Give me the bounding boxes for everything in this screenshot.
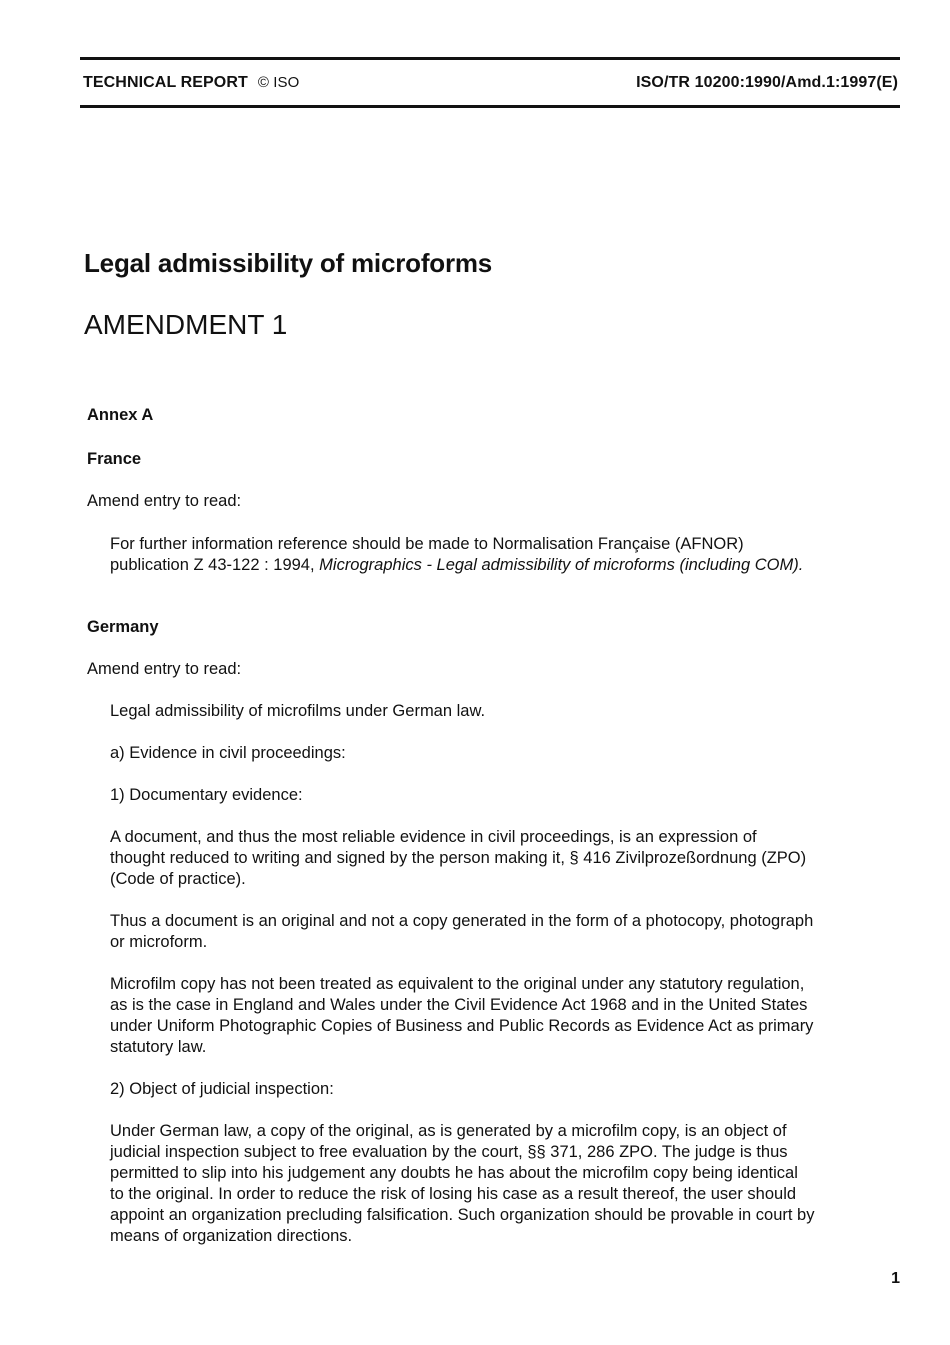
- france-instruction: Amend entry to read:: [87, 492, 242, 510]
- france-entry: [110, 534, 815, 576]
- germany-heading: Germany: [87, 618, 159, 636]
- amendment-heading: AMENDMENT 1: [84, 309, 288, 340]
- germany-paragraph-3: Microfilm copy has not been treated as equivalent to the original under any statutory regulation, as is the case in England and Wales under the Civil Evidence Act 1968 and in the United States under Uniform Photographic Copies of Business and Public Records as Evidence Act as primary statutory law.: [110, 975, 814, 1056]
- copyright-notice: © ISO: [257, 74, 300, 91]
- annex-heading: Annex A: [87, 406, 154, 424]
- document-reference: ISO/TR 10200:1990/Amd.1:1997(E): [636, 74, 898, 91]
- germany-paragraph-1: A document, and thus the most reliable evidence in civil proceedings, is an expression of thought reduced to writing and signed by the person making it, § 416 Zivilprozeßordnung (ZPO)(Code of practice).: [110, 828, 807, 888]
- germany-paragraph-2: Thus a document is an original and not a copy generated in the form of a photocopy, photograph or microform.: [110, 912, 814, 951]
- header-top-rule: [80, 57, 900, 60]
- france-entry-text: For further information reference should be made to Normalisation Française (AFNOR) publication Z 43-122 : 1994,: [110, 535, 744, 574]
- germany-intro: Legal admissibility of microfilms under German law.: [110, 702, 486, 720]
- header-bottom-rule: [80, 105, 900, 108]
- germany-subsection-2: 2) Object of judicial inspection:: [110, 1080, 334, 1098]
- page-number: 1: [891, 1270, 900, 1287]
- document-type: TECHNICAL REPORT: [83, 74, 248, 91]
- france-heading: France: [87, 450, 142, 468]
- germany-paragraph-4: Under German law, a copy of the original, as is generated by a microfilm copy, is an object of judicial inspection subject to free evaluation by the court, §§ 371, 286 ZPO. The judge is thus permitted to slip into his judgement any doubts he has about the microfilm copy being identical to the original. In order to reduce the risk of losing his case as a result thereof, the user should appoint an organization precluding falsification. Such organization should be provable in court by means of organization directions.: [110, 1122, 815, 1245]
- germany-instruction: Amend entry to read:: [87, 660, 242, 678]
- france-entry-publication-title: Micrographics - Legal admissibility of microforms (including COM).: [319, 556, 804, 574]
- germany-subsection-1: 1) Documentary evidence:: [110, 786, 303, 804]
- header-left: [83, 74, 299, 92]
- germany-section-a: a) Evidence in civil proceedings:: [110, 744, 346, 762]
- document-title: Legal admissibility of microforms: [84, 248, 493, 278]
